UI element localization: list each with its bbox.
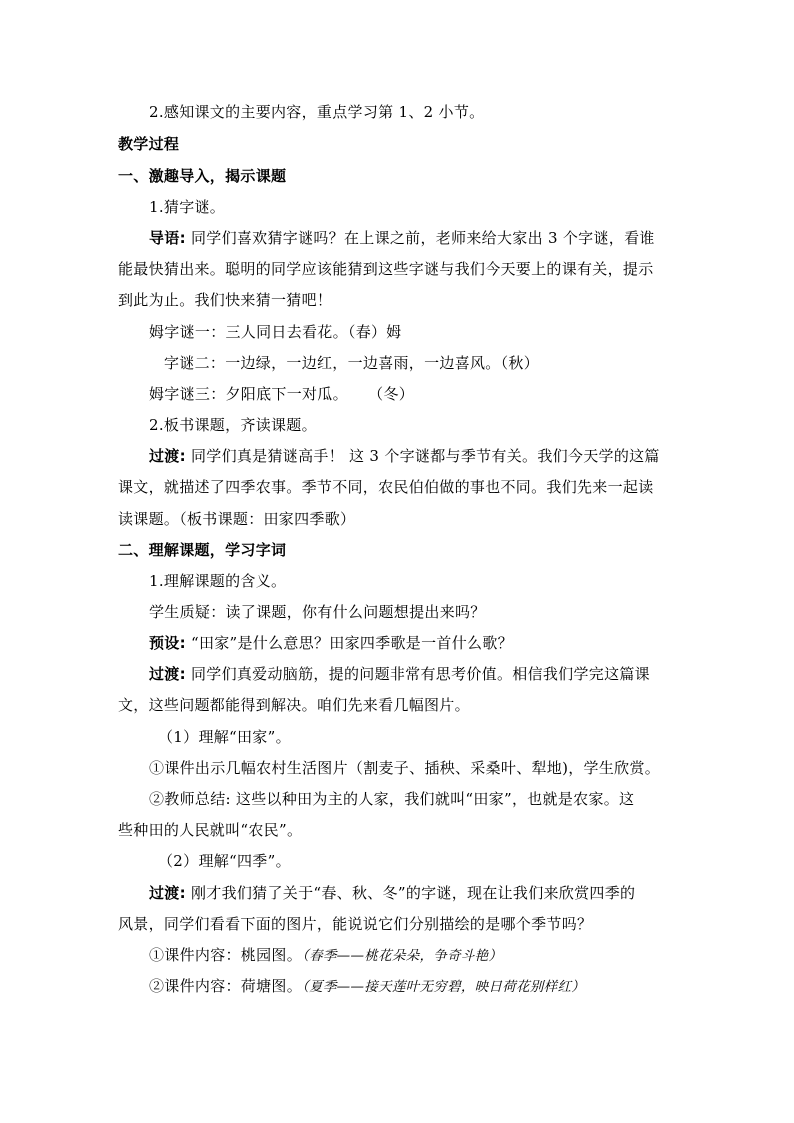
intro-paragraph-line1: [149, 228, 655, 248]
part1-heading: 一、激趣导入，揭示课题: [118, 167, 287, 185]
item-2-line2: 些种田的人民就叫“农民”。: [118, 821, 303, 839]
intro-text-1: 同学们喜欢猜字谜吗？在上课之前，老师来给大家出 3 个字谜，看谁: [190, 229, 655, 247]
part2-step1: 1.理解课题的含义。: [149, 572, 287, 590]
transition1-label: 过渡:: [149, 447, 186, 465]
section-teaching-process: 教学过程: [118, 135, 180, 153]
transition3-line2: 风景，同学们看看下面的图片，能说说它们分别描绘的是哪个季节吗？: [118, 915, 593, 933]
transition2-line2: 文，这些问题都能得到解决。咱们先来看几幅图片。: [118, 696, 470, 714]
sub-heading-siji: （2）理解“四季”。: [158, 852, 291, 870]
riddle-3: 姆字谜三：夕阳底下一对瓜。 （冬）: [149, 385, 415, 403]
part1-step2: 2.板书课题，齐读课题。: [149, 416, 317, 434]
goal-2: 2.感知课文的主要内容，重点学习第 1、2 小节。: [149, 103, 485, 121]
riddle-2: 字谜二：一边绿，一边红，一边喜雨，一边喜风。（秋）: [164, 354, 540, 372]
preset-line: [149, 633, 513, 653]
course-1-label: ①课件内容：桃园图。: [149, 946, 303, 964]
part1-step1: 1.猜字谜。: [149, 198, 226, 216]
item-2-line1: ②教师总结: 这些以种田为主的人家，我们就叫“田家”，也就是农家。这: [149, 790, 635, 808]
transition1-line2: 课文，就描述了四季农事。季节不同，农民伯伯做的事也不同。我们先来一起读: [118, 478, 654, 496]
course-1-note: （春季——桃花朵朵，争奇斗艳）: [302, 948, 503, 964]
transition3-label: 过渡:: [149, 884, 186, 902]
riddle-1: 姆字谜一：三人同日去看花。（春）姆: [149, 323, 402, 341]
course-item-2: [149, 976, 585, 997]
preset-text: “田家”是什么意思？田家四季歌是一首什么歌？: [185, 634, 513, 652]
part2-heading: 二、理解课题，学习字词: [118, 541, 287, 559]
transition2-line1: [149, 664, 650, 684]
course-2-note: （夏季——接天莲叶无穷碧，映日荷花别样红）: [302, 979, 586, 995]
transition3-text-1: 刚才我们猜了关于“春、秋、冬”的字谜，现在让我们来欣赏四季的: [190, 884, 636, 902]
intro-paragraph-line3: 到此为止。我们快来猜一猜吧！: [118, 291, 333, 309]
transition1-line1: [149, 446, 660, 466]
transition2-text-1: 同学们真爱动脑筋，提的问题非常有思考价值。相信我们学完这篇课: [190, 665, 650, 683]
intro-label: 导语:: [149, 229, 186, 247]
course-item-1: [149, 945, 502, 966]
preset-label: 预设:: [149, 634, 186, 652]
item-1: ①课件出示几幅农村生活图片（割麦子、插秧、采桑叶、犁地)，学生欣赏。: [149, 759, 661, 777]
transition2-label: 过渡:: [149, 665, 186, 683]
sub-heading-tianjia: （1）理解“田家”。: [158, 728, 291, 746]
course-2-label: ②课件内容：荷塘图。: [149, 977, 303, 995]
student-question: 学生质疑：读了课题，你有什么问题想提出来吗？: [149, 603, 486, 621]
intro-paragraph-line2: 能最快猜出来。聪明的同学应该能猜到这些字谜与我们今天要上的课有关，提示: [118, 260, 654, 278]
transition1-line3: 读课题。（板书课题：田家四季歌）: [118, 510, 356, 528]
transition1-text-1: 同学们真是猜谜高手！ 这 3 个字谜都与季节有关。我们今天学的这篇: [190, 447, 660, 465]
transition3-line1: [149, 883, 635, 903]
